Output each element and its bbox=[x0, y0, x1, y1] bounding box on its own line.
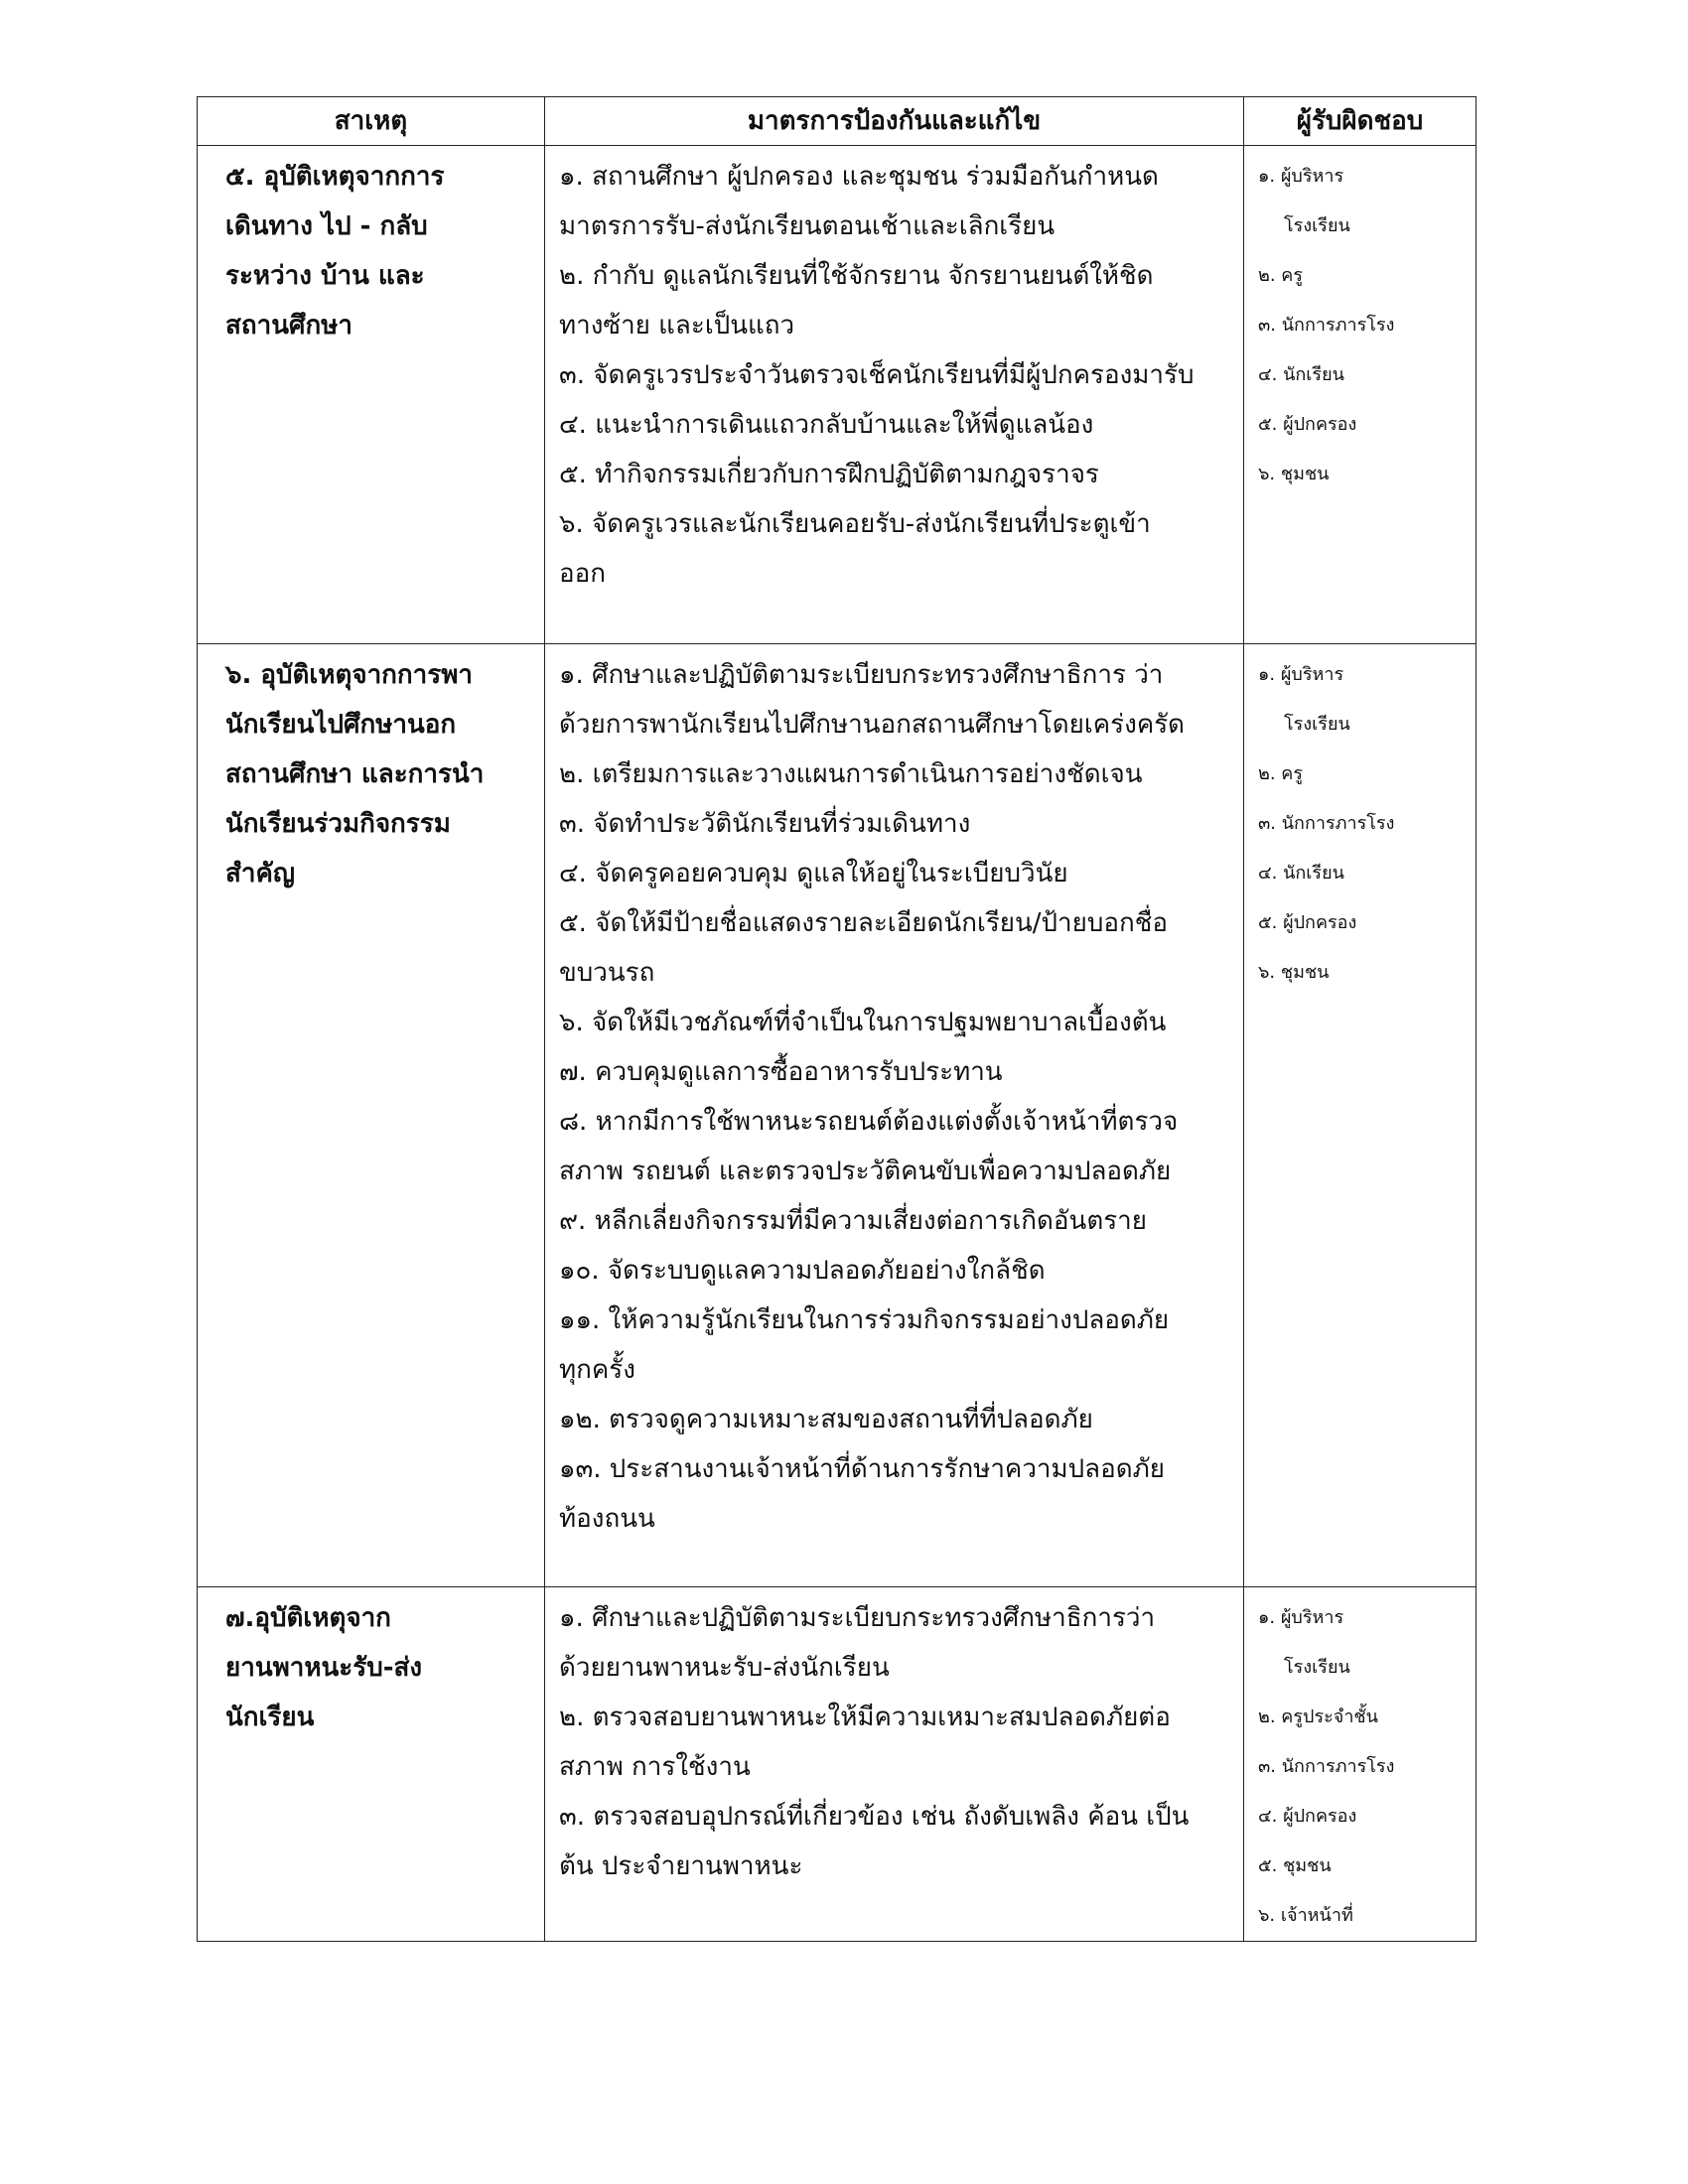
cause-line: ๕. อุบัติเหตุจากการ bbox=[225, 162, 445, 192]
measure-line: ทุกครั้ง bbox=[559, 1355, 635, 1385]
responsible-line: ๖. ชุมชน bbox=[1258, 962, 1330, 983]
responsible-line: ๔. นักเรียน bbox=[1258, 364, 1344, 385]
measure-line: ๔. แนะนำการเดินแถวกลับบ้านและให้พี่ดูแลน้อง bbox=[559, 410, 1094, 440]
measure-line: มาตรการรับ-ส่งนักเรียนตอนเช้าและเลิกเรียน bbox=[559, 211, 1055, 241]
measure-line: ขบวนรถ bbox=[559, 958, 655, 988]
measure-line: ๖. จัดครูเวรและนักเรียนคอยรับ-ส่งนักเรียนที่ประตูเข้า bbox=[559, 509, 1151, 539]
measure-line: ๑๓. ประสานงานเจ้าหน้าที่ด้านการรักษาความปลอดภัย bbox=[559, 1454, 1165, 1484]
measure-line: ๓. จัดครูเวรประจำวันตรวจเช็คนักเรียนที่มีผู้ปกครองมารับ bbox=[559, 360, 1195, 390]
responsible-cell bbox=[1244, 644, 1477, 1587]
header-cause: สาเหตุ bbox=[198, 97, 545, 146]
responsible-line: ๑. ผู้บริหาร bbox=[1258, 664, 1344, 685]
responsible-line: ๕. ชุมชน bbox=[1258, 1855, 1332, 1876]
measure-line: ด้วยยานพาหนะรับ-ส่งนักเรียน bbox=[559, 1653, 890, 1683]
measure-line: ๑๑. ให้ความรู้นักเรียนในการร่วมกิจกรรมอย่างปลอดภัย bbox=[559, 1305, 1170, 1335]
measure-line: ๒. ตรวจสอบยานพาหนะให้มีความเหมาะสมปลอดภัยต่อ bbox=[559, 1703, 1171, 1732]
measure-line: ๒. กำกับ ดูแลนักเรียนที่ใช้จักรยาน จักรยานยนต์ให้ชิด bbox=[559, 261, 1154, 291]
measure-line: ด้วยการพานักเรียนไปศึกษานอกสถานศึกษาโดยเคร่งครัด bbox=[559, 710, 1186, 740]
measure-line: ๑. ศึกษาและปฏิบัติตามระเบียบกระทรวงศึกษาธิการ ว่า bbox=[559, 660, 1164, 690]
measure-line: สภาพ การใช้งาน bbox=[559, 1752, 751, 1782]
responsible-line: ๔. นักเรียน bbox=[1258, 863, 1344, 884]
measure-line: ๙. หลีกเลี่ยงกิจกรรมที่มีความเสี่ยงต่อการเกิดอันตราย bbox=[559, 1206, 1148, 1236]
measure-line: ต้น ประจำยานพาหนะ bbox=[559, 1851, 803, 1881]
header-measures: มาตรการป้องกันและแก้ไข bbox=[545, 97, 1244, 146]
responsible-line: ๒. ครูประจำชั้น bbox=[1258, 1706, 1378, 1727]
cause-line: ระหว่าง บ้าน และ bbox=[225, 261, 425, 291]
measures-cell bbox=[545, 644, 1244, 1587]
cause-line: สถานศึกษา และการนำ bbox=[225, 759, 485, 789]
responsible-line: ๓. นักการภารโรง bbox=[1258, 1756, 1395, 1777]
table-row bbox=[198, 1587, 1477, 1942]
header-responsible: ผู้รับผิดชอบ bbox=[1244, 97, 1477, 146]
measure-line: ๑๒. ตรวจดูความเหมาะสมของสถานที่ที่ปลอดภัย bbox=[559, 1405, 1093, 1434]
measure-line: ท้องถนน bbox=[559, 1504, 655, 1534]
responsible-line: ๖. ชุมชน bbox=[1258, 464, 1330, 484]
measure-line: ๘. หากมีการใช้พาหนะรถยนต์ต้องแต่งตั้งเจ้าหน้าที่ตรวจ bbox=[559, 1107, 1179, 1137]
cause-line: ยานพาหนะรับ-ส่ง bbox=[225, 1653, 423, 1683]
measure-line: ๔. จัดครูคอยควบคุม ดูแลให้อยู่ในระเบียบวินัย bbox=[559, 859, 1068, 888]
responsible-line: โรงเรียน bbox=[1284, 714, 1350, 735]
table-row bbox=[198, 146, 1477, 644]
responsible-line: ๒. ครู bbox=[1258, 265, 1304, 286]
responsible-line: ๕. ผู้ปกครอง bbox=[1258, 912, 1357, 933]
cause-line: ๖. อุบัติเหตุจากการพา bbox=[225, 660, 473, 690]
cause-line: นักเรียน bbox=[225, 1703, 315, 1732]
responsible-line: โรงเรียน bbox=[1284, 215, 1350, 236]
measure-line: สภาพ รถยนต์ และตรวจประวัติคนขับเพื่อความปลอดภัย bbox=[559, 1157, 1172, 1186]
measure-line: ๕. จัดให้มีป้ายชื่อแสดงรายละเอียดนักเรียน/ป้ายบอกชื่อ bbox=[559, 908, 1169, 938]
responsible-line: ๓. นักการภารโรง bbox=[1258, 813, 1395, 834]
cause-cell bbox=[198, 644, 545, 1587]
responsible-line: ๒. ครู bbox=[1258, 763, 1304, 784]
responsible-line: ๕. ผู้ปกครอง bbox=[1258, 414, 1357, 435]
measure-line: ๖. จัดให้มีเวชภัณฑ์ที่จำเป็นในการปฐมพยาบาลเบื้องต้น bbox=[559, 1008, 1167, 1037]
responsible-line: ๓. นักการภารโรง bbox=[1258, 315, 1395, 336]
measure-line: ๓. จัดทำประวัตินักเรียนที่ร่วมเดินทาง bbox=[559, 809, 971, 839]
cause-line: สถานศึกษา bbox=[225, 311, 352, 341]
measure-line: ๒. เตรียมการและวางแผนการดำเนินการอย่างชัดเจน bbox=[559, 759, 1143, 789]
measure-line: ๕. ทำกิจกรรมเกี่ยวกับการฝึกปฏิบัติตามกฎจราจร bbox=[559, 460, 1099, 489]
cause-line: สำคัญ bbox=[225, 859, 296, 888]
measure-line: ๓. ตรวจสอบอุปกรณ์ที่เกี่ยวข้อง เช่น ถังดับเพลิง ค้อน เป็น bbox=[559, 1802, 1190, 1832]
cause-cell bbox=[198, 1587, 545, 1942]
cause-line: นักเรียนไปศึกษานอก bbox=[225, 710, 457, 740]
cause-line: เดินทาง ไป - กลับ bbox=[225, 211, 428, 241]
measures-cell bbox=[545, 1587, 1244, 1942]
responsible-cell bbox=[1244, 146, 1477, 644]
responsible-cell bbox=[1244, 1587, 1477, 1942]
responsible-line: ๑. ผู้บริหาร bbox=[1258, 166, 1344, 187]
measures-cell bbox=[545, 146, 1244, 644]
measure-line: ทางซ้าย และเป็นแถว bbox=[559, 311, 795, 341]
measure-line: ๗. ควบคุมดูแลการซื้ออาหารรับประทาน bbox=[559, 1057, 1003, 1087]
measure-line: ๑. ศึกษาและปฏิบัติตามระเบียบกระทรวงศึกษาธิการว่า bbox=[559, 1603, 1156, 1633]
table-row bbox=[198, 644, 1477, 1587]
cause-line: นักเรียนร่วมกิจกรรม bbox=[225, 809, 451, 839]
header-row bbox=[198, 97, 1477, 146]
measure-line: ๑๐. จัดระบบดูแลความปลอดภัยอย่างใกล้ชิด bbox=[559, 1256, 1046, 1286]
responsible-line: ๑. ผู้บริหาร bbox=[1258, 1607, 1344, 1628]
cause-line: ๗.อุบัติเหตุจาก bbox=[225, 1603, 391, 1633]
accident-measures-table bbox=[197, 96, 1477, 1942]
responsible-line: ๔. ผู้ปกครอง bbox=[1258, 1806, 1357, 1827]
cause-cell bbox=[198, 146, 545, 644]
measure-line: ๑. สถานศึกษา ผู้ปกครอง และชุมชน ร่วมมือกันกำหนด bbox=[559, 162, 1159, 192]
responsible-line: ๖. เจ้าหน้าที่ bbox=[1258, 1905, 1353, 1926]
responsible-line: โรงเรียน bbox=[1284, 1657, 1350, 1678]
measure-line: ออก bbox=[559, 559, 606, 589]
